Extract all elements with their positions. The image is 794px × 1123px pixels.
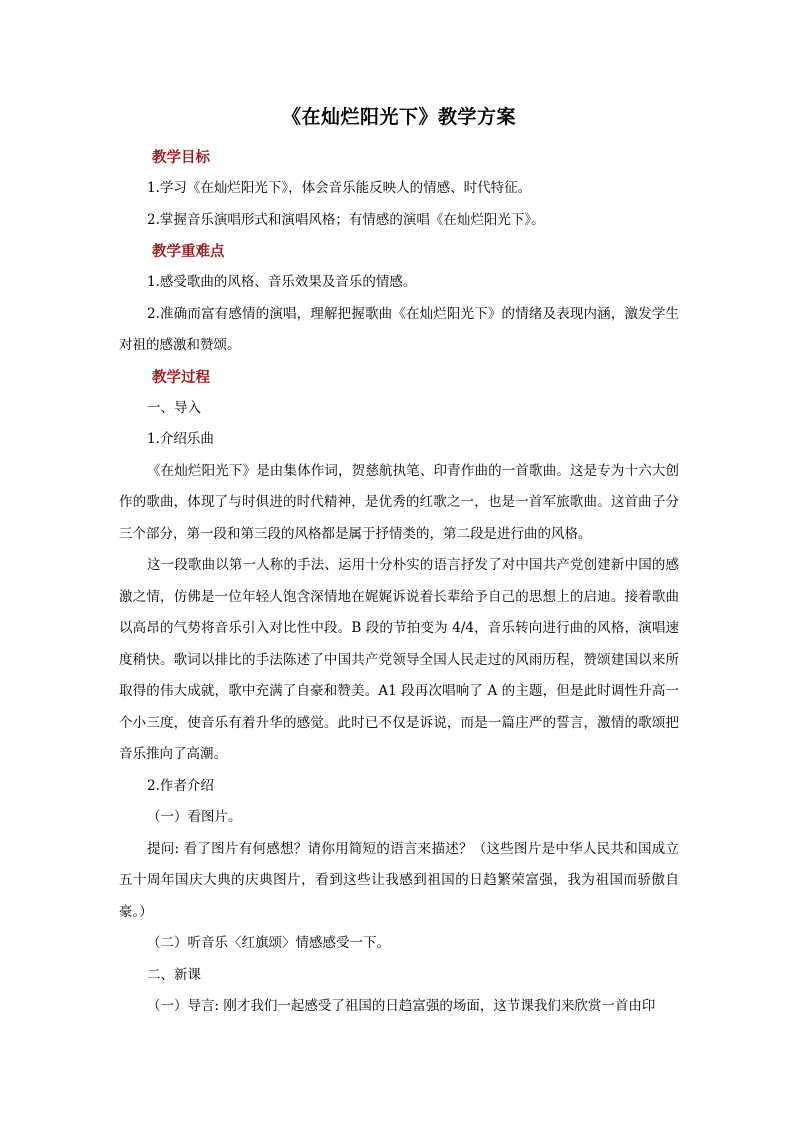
paragraph: 1.介绍乐曲: [147, 431, 214, 447]
paragraph: 1.学习《在灿烂阳光下》，体会音乐能反映人的情感、时代特征。: [147, 180, 532, 196]
paragraph: 2.掌握音乐演唱形式和演唱风格；有情感的演唱《在灿烂阳光下》。: [147, 211, 545, 228]
section-heading-key-points: 教学重难点: [152, 243, 225, 260]
paragraph: （二）听音乐〈红旗颂〉情感感受一下。: [147, 935, 390, 951]
section-heading-process: 教学过程: [152, 368, 210, 386]
section-heading-objectives: 教学目标: [152, 149, 210, 166]
paragraph: （一）看图片。: [147, 809, 242, 825]
paragraph: 2.作者介绍: [147, 777, 214, 794]
paragraph: （一）导言: 刚才我们一起感受了祖国的日趋富强的场面，这节课我们来欣赏一首由印: [147, 998, 656, 1014]
paragraph: 1.感受歌曲的风格、音乐效果及音乐的情感。: [147, 274, 417, 290]
paragraph: 《在灿烂阳光下》是由集体作词，贺慈航执笔、印青作曲的一首歌曲。这是专为十六大创作的歌曲，体现了与时俱进的时代精神，是优秀的红歌之一，也是一首军旅歌曲。这首曲子分三个部分，第一段和第三段的风格都是属于抒情类的，第二段是进行曲的风格。: [119, 462, 679, 542]
paragraph: 这一段歌曲以第一人称的手法、运用十分朴实的语言抒发了对中国共产党创建新中国的感激之情，仿佛是一位年轻人饱含深情地在娓娓诉说着长辈给予自己的思想上的启迪。接着歌曲以高昂的气势将音乐引入对比性中段。B 段的节拍变为 4/4，音乐转向进行曲的风格，演唱速度稍快。歌词以排比的手法陈述了中国共产党领导全国人民走过的风雨历程，赞颂建国以来所取得的伟大成就，歌中充满了自豪和赞美。A1 段再次唱响了 A 的主题，但是此时调性升高一个小三度，使音乐有着升华的感觉。此时已不仅是诉说，而是一篇庄严的誓言，激情的歌颂把音乐推向了高潮。: [119, 557, 679, 762]
document-title: 《在灿烂阳光下》教学方案: [281, 106, 516, 128]
paragraph: 一、导入: [147, 399, 201, 416]
paragraph: 二、新课: [147, 966, 201, 983]
document-body: [119, 102, 679, 1023]
paragraph: 2.准确而富有感情的演唱，理解把握歌曲《在灿烂阳光下》的情绪及表现内涵，激发学生对祖的感激和赞颂。: [119, 305, 679, 353]
paragraph: 提问: 看了图片有何感想？请你用简短的语言来描述？（这些图片是中华人民共和国成立五十周年国庆大典的庆典图片，看到这些让我感到祖国的日趋繁荣富强，我为祖国而骄傲自豪。）: [119, 840, 679, 920]
